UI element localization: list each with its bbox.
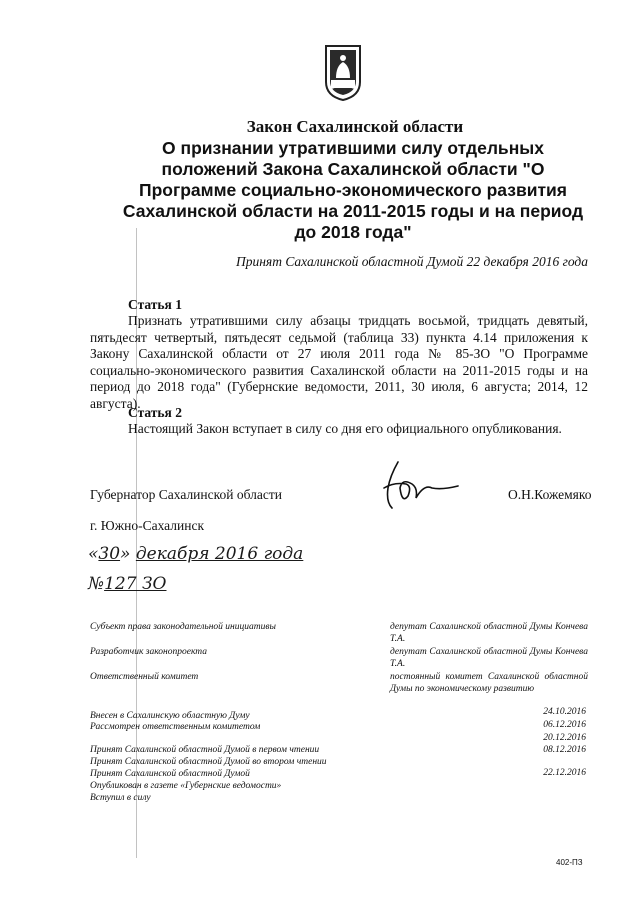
meta-row: Принят Сахалинской областной Думой во втором чтении	[90, 757, 327, 767]
law-title: Закон Сахалинской области	[246, 117, 464, 136]
article-2-text: Настоящий Закон вступает в силу со дня его официального опубликования.	[128, 421, 562, 436]
developer-label: Разработчик законопроекта	[90, 647, 208, 657]
meta-row: Принят Сахалинской областной Думой	[90, 769, 250, 779]
city: г. Южно-Сахалинск	[90, 518, 205, 533]
adoption-note: Принят Сахалинской областной Думой 22 декабря 2016 года	[235, 254, 588, 269]
date-day: 30	[98, 544, 121, 564]
law-number: 127 ЗО	[104, 574, 167, 594]
meta-date: 06.12.2016	[543, 720, 586, 730]
committee-value: постоянный комитет Сахалинской областной Думы по экономическому развитию	[390, 672, 588, 694]
date-quote-close: »	[120, 544, 131, 564]
meta-row: Опубликован в газете «Губернские ведомости»	[90, 781, 282, 791]
document-code: 402-ПЗ	[556, 858, 583, 867]
meta-date: 20.12.2016	[543, 733, 586, 743]
number-prefix: №	[88, 574, 105, 594]
handwritten-number	[88, 574, 166, 594]
meta-date: 22.12.2016	[543, 768, 586, 778]
committee-label: Ответственный комитет	[90, 672, 199, 682]
article-1-heading: Статья 1	[128, 297, 182, 312]
meta-row: Вступил в силу	[90, 793, 151, 803]
date-month-year: декабря 2016 года	[135, 544, 304, 564]
governor-name: О.Н.Кожемяко	[508, 487, 592, 502]
meta-date: 08.12.2016	[543, 745, 586, 755]
developer-value: депутат Сахалинской областной Думы Кончева Т.А.	[390, 647, 588, 669]
meta-date: 24.10.2016	[543, 707, 586, 717]
date-quote-open: «	[88, 544, 99, 564]
subject-value: депутат Сахалинской областной Думы Кончева Т.А.	[390, 622, 588, 644]
meta-row: Принят Сахалинской областной Думой в первом чтении	[90, 745, 320, 755]
article-2-heading: Статья 2	[128, 405, 182, 420]
meta-row: Рассмотрен ответственным комитетом	[90, 722, 261, 732]
handwritten-signature	[372, 458, 462, 514]
handwritten-date	[88, 544, 303, 564]
coat-of-arms-icon	[322, 44, 364, 102]
governor-position: Губернатор Сахалинской области	[90, 487, 282, 502]
subject-label: Субъект права законодательной инициативы	[90, 622, 276, 632]
meta-row: Внесен в Сахалинскую областную Думу	[90, 711, 250, 721]
document-title: О признании утратившими силу отдельных положений Закона Сахалинской области "О Программе социально-экономического развития Сахалинской области на 2011-2015 годы и на период до 2018 года"	[122, 138, 584, 242]
article-1-body: Признать утратившими силу абзацы тридцать восьмой, тридцать девятый, пятьдесят четвертый, пятьдесят седьмой (таблица 33) пункта 4.14 приложения к Закону Сахалинской области от 27 июля 2011 года № 85-ЗО "О Программе социально-экономического развития Сахалинской области на 2011-2015 годы и на период до 2018 года" (Губернские ведомости, 2011, 30 июля, 6 августа; 2014, 12 августа).	[90, 313, 588, 411]
article-1-text	[90, 313, 588, 412]
